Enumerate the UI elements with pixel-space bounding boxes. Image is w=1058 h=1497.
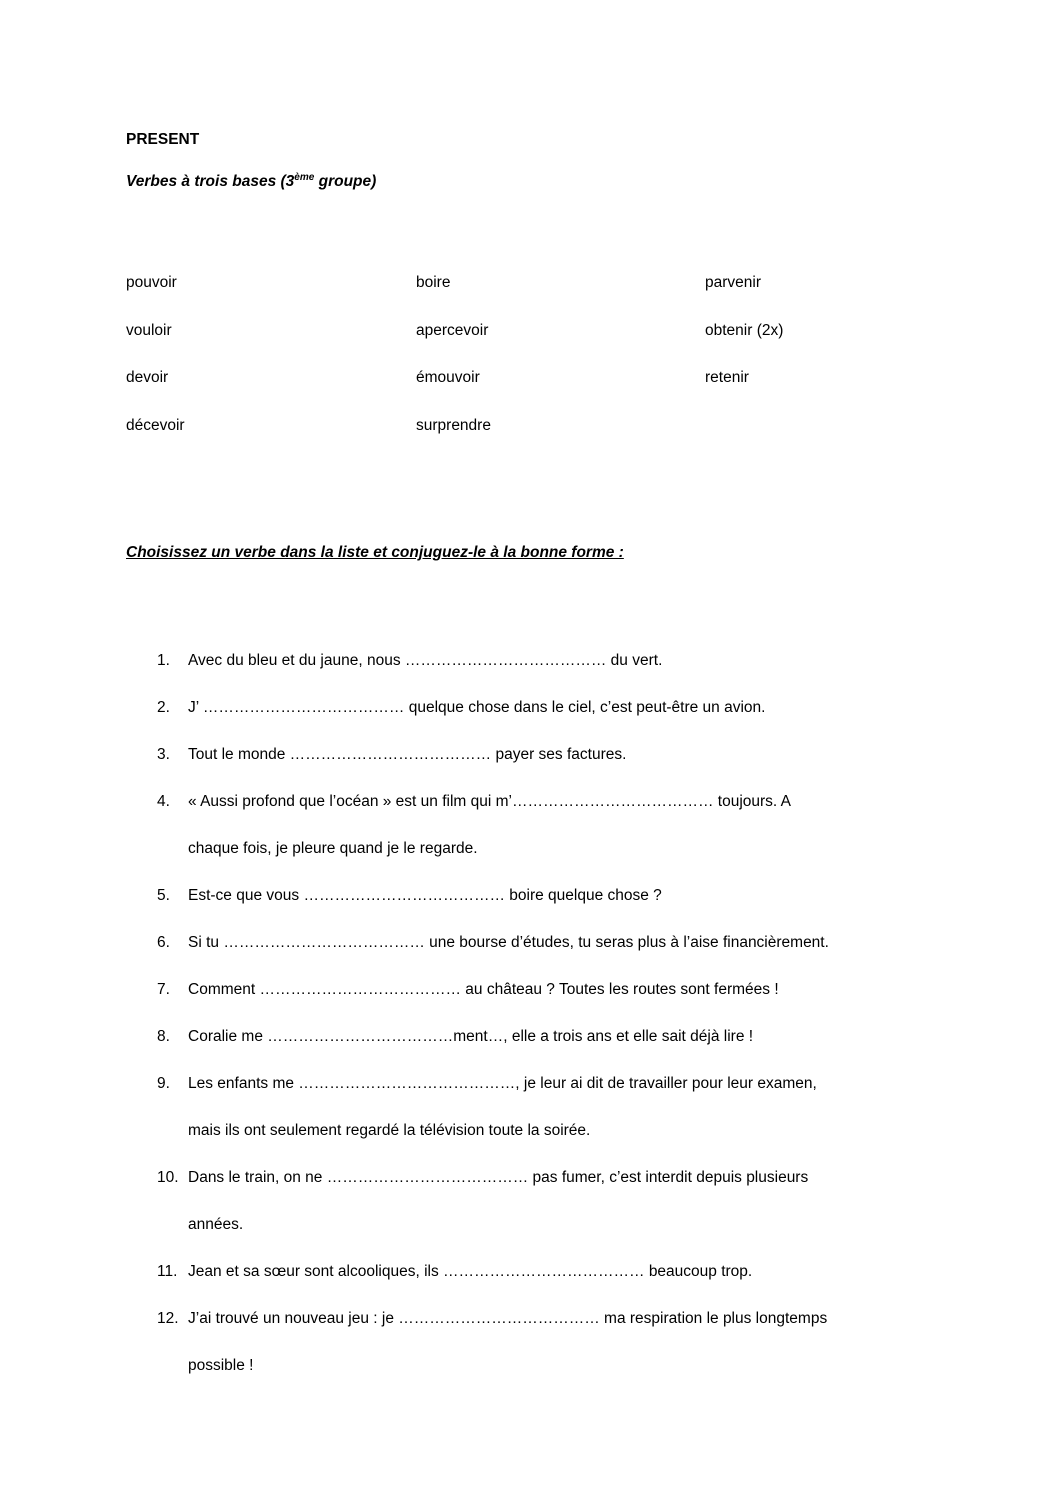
- exercise-item: [157, 731, 952, 778]
- exercise-text: [188, 1154, 952, 1248]
- exercise-line: Dans le train, on ne ………………………………… pas fumer, c’est interdit depuis plusieurs: [188, 1169, 809, 1186]
- subtitle: [126, 172, 376, 191]
- page-title: PRESENT: [126, 131, 200, 148]
- subtitle-text-after: groupe): [314, 173, 377, 190]
- exercise-line: Jean et sa sœur sont alcooliques, ils ………………………………… beaucoup trop.: [188, 1263, 753, 1280]
- exercise-line: J’ ………………………………… quelque chose dans le ciel, c’est peut-être un avion.: [188, 699, 766, 716]
- exercise-number: 5.: [157, 887, 170, 904]
- exercise-line: Tout le monde ………………………………… payer ses factures.: [188, 746, 627, 763]
- subtitle-superscript: ème: [294, 171, 315, 183]
- exercise-line: années.: [188, 1216, 244, 1233]
- verb-item: pouvoir: [126, 274, 177, 291]
- exercise-number: 10.: [157, 1169, 179, 1186]
- exercise-text: [188, 919, 952, 966]
- verb-item: apercevoir: [416, 321, 489, 339]
- exercise-line: Est-ce que vous ………………………………… boire quelque chose ?: [188, 887, 662, 904]
- exercise-text: [188, 1248, 952, 1295]
- verb-column: [705, 273, 925, 463]
- exercise-line: Avec du bleu et du jaune, nous ………………………………… du vert.: [188, 652, 663, 669]
- exercise-number: 4.: [157, 793, 170, 810]
- exercise-number: 11.: [157, 1263, 178, 1280]
- verb-item: retenir: [705, 369, 749, 386]
- exercise-item: [157, 684, 952, 731]
- verb-item: obtenir (2x): [705, 321, 784, 339]
- exercise-text: [188, 684, 952, 731]
- verb-item: émouvoir: [416, 369, 480, 386]
- exercise-list: [157, 637, 952, 1389]
- verb-item: parvenir: [705, 274, 761, 291]
- verb-list: [126, 273, 925, 463]
- exercise-item: [157, 1154, 952, 1248]
- verb-item: décevoir: [126, 416, 185, 434]
- exercise-number: 8.: [157, 1028, 170, 1045]
- subtitle-text-before: Verbes à trois bases (3: [126, 173, 295, 190]
- verb-column: [416, 273, 705, 463]
- exercise-text: [188, 1060, 952, 1154]
- verb-column: [126, 273, 416, 463]
- exercise-text: [188, 872, 952, 919]
- verb-item: devoir: [126, 369, 169, 386]
- exercise-line: mais ils ont seulement regardé la télévision toute la soirée.: [188, 1122, 591, 1139]
- exercise-line: J’ai trouvé un nouveau jeu : je ………………………………… ma respiration le plus longtemps: [188, 1310, 828, 1327]
- exercise-item: [157, 1013, 952, 1060]
- exercise-number: 3.: [157, 746, 170, 763]
- exercise-line: Les enfants me ……………………………………, je leur ai dit de travailler pour leur examen,: [188, 1075, 817, 1092]
- exercise-item: [157, 966, 952, 1013]
- exercise-item: [157, 872, 952, 919]
- exercise-text: [188, 731, 952, 778]
- exercise-text: [188, 966, 952, 1013]
- exercise-number: 6.: [157, 934, 170, 951]
- exercise-text: [188, 1013, 952, 1060]
- exercise-item: [157, 1248, 952, 1295]
- exercise-line: chaque fois, je pleure quand je le regarde.: [188, 840, 478, 857]
- exercise-line: Coralie me ………………………………ment…, elle a trois ans et elle sait déjà lire !: [188, 1028, 754, 1045]
- exercise-item: [157, 778, 952, 872]
- exercise-text: [188, 637, 952, 684]
- exercise-number: 7.: [157, 981, 170, 998]
- verb-item: vouloir: [126, 321, 172, 339]
- verb-item: surprendre: [416, 416, 491, 434]
- exercise-item: [157, 1295, 952, 1389]
- exercise-text: [188, 778, 952, 872]
- exercise-number: 12.: [157, 1310, 179, 1327]
- exercise-item: [157, 637, 952, 684]
- exercise-line: Si tu ………………………………… une bourse d’études, tu seras plus à l’aise financièrement.: [188, 934, 829, 951]
- exercise-number: 2.: [157, 699, 170, 716]
- exercise-number: 1.: [157, 652, 170, 669]
- exercise-item: [157, 1060, 952, 1154]
- instruction-heading: Choisissez un verbe dans la liste et conjuguez-le à la bonne forme :: [126, 544, 624, 561]
- verb-item: boire: [416, 274, 451, 291]
- exercise-item: [157, 919, 952, 966]
- exercise-line: « Aussi profond que l’océan » est un film qui m’………………………………… toujours. A: [188, 793, 792, 810]
- exercise-text: [188, 1295, 952, 1389]
- exercise-line: possible !: [188, 1357, 254, 1374]
- exercise-line: Comment ………………………………… au château ? Toutes les routes sont fermées !: [188, 981, 779, 998]
- exercise-number: 9.: [157, 1075, 170, 1092]
